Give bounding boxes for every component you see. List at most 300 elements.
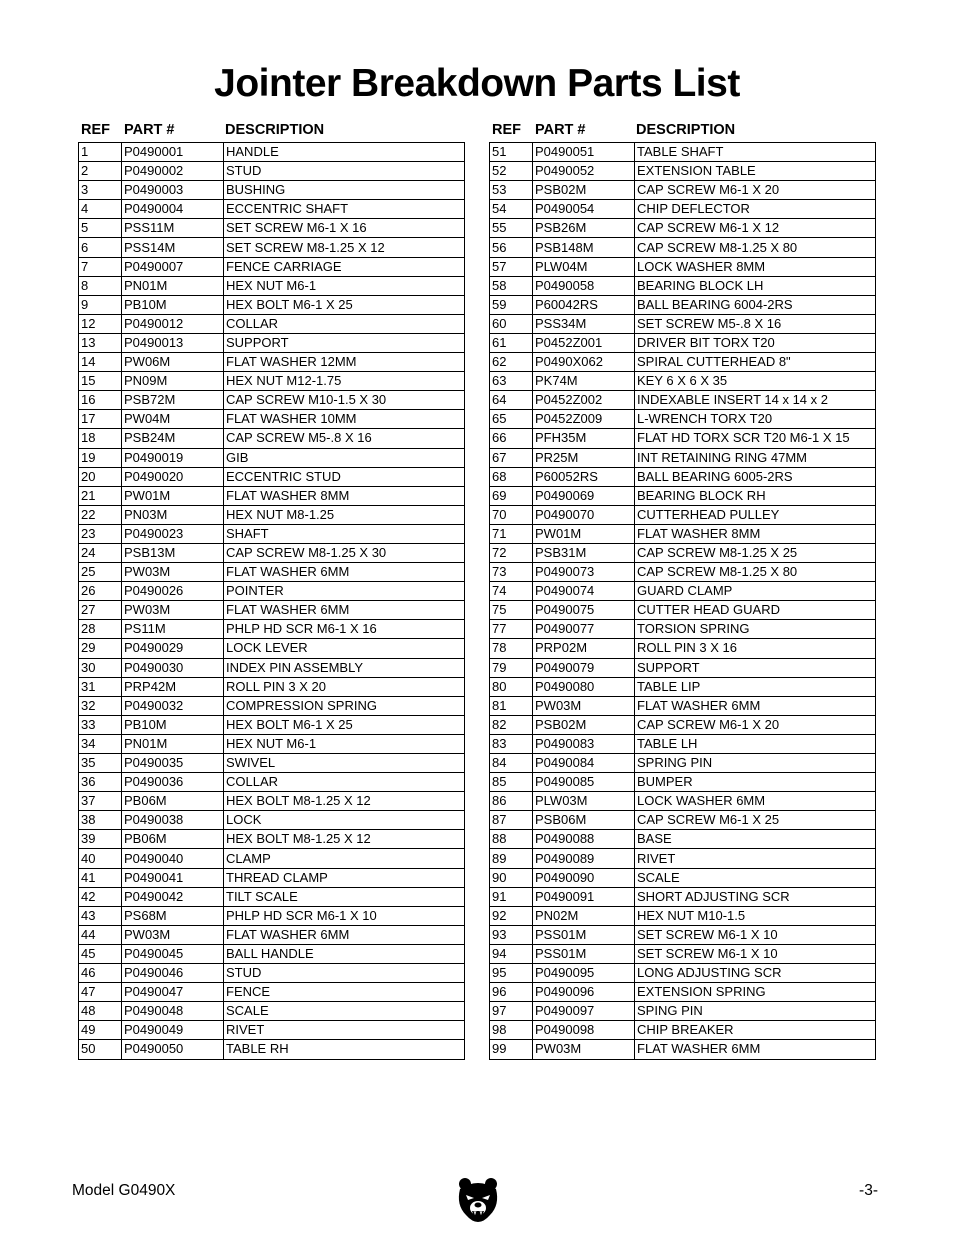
part-number-cell: P0490095 <box>533 964 635 983</box>
ref-cell: 79 <box>490 658 533 677</box>
table-row <box>490 353 876 372</box>
ref-cell: 81 <box>490 696 533 715</box>
table-row <box>79 887 465 906</box>
part-number-cell: PSB148M <box>533 238 635 257</box>
description-cell: BASE <box>635 830 876 849</box>
table-row <box>490 601 876 620</box>
ref-cell: 57 <box>490 257 533 276</box>
ref-cell: 90 <box>490 868 533 887</box>
ref-cell: 52 <box>490 162 533 181</box>
part-number-cell: P0490069 <box>533 486 635 505</box>
ref-cell: 75 <box>490 601 533 620</box>
part-number-cell: P0490020 <box>122 467 224 486</box>
header-description: DESCRIPTION <box>225 122 325 138</box>
table-row <box>79 505 465 524</box>
ref-cell: 18 <box>79 429 122 448</box>
table-row <box>490 754 876 773</box>
table-row <box>490 314 876 333</box>
ref-cell: 49 <box>79 1021 122 1040</box>
description-cell: HEX BOLT M6-1 X 25 <box>224 715 465 734</box>
ref-cell: 50 <box>79 1040 122 1059</box>
table-row <box>79 849 465 868</box>
header-ref: REF <box>81 122 110 138</box>
description-cell: TABLE LIP <box>635 677 876 696</box>
part-number-cell: P0490001 <box>122 143 224 162</box>
description-cell: FENCE CARRIAGE <box>224 257 465 276</box>
table-row <box>79 925 465 944</box>
ref-cell: 69 <box>490 486 533 505</box>
part-number-cell: PB06M <box>122 792 224 811</box>
part-number-cell: P0490096 <box>533 983 635 1002</box>
description-cell: BUMPER <box>635 773 876 792</box>
description-cell: RIVET <box>635 849 876 868</box>
description-cell: CHIP BREAKER <box>635 1021 876 1040</box>
description-cell: THREAD CLAMP <box>224 868 465 887</box>
page-number: -3- <box>859 1182 878 1199</box>
ref-cell: 58 <box>490 276 533 295</box>
ref-cell: 43 <box>79 906 122 925</box>
table-row <box>79 486 465 505</box>
table-row <box>490 792 876 811</box>
part-number-cell: P0490040 <box>122 849 224 868</box>
description-cell: COMPRESSION SPRING <box>224 696 465 715</box>
part-number-cell: P0490007 <box>122 257 224 276</box>
table-row <box>490 467 876 486</box>
description-cell: HANDLE <box>224 143 465 162</box>
part-number-cell: P0490075 <box>533 601 635 620</box>
description-cell: BEARING BLOCK LH <box>635 276 876 295</box>
ref-cell: 56 <box>490 238 533 257</box>
table-row <box>490 333 876 352</box>
part-number-cell: P0490070 <box>533 505 635 524</box>
part-number-cell: P0490029 <box>122 639 224 658</box>
table-row <box>490 410 876 429</box>
description-cell: FLAT WASHER 6MM <box>224 601 465 620</box>
ref-cell: 19 <box>79 448 122 467</box>
table-row <box>79 219 465 238</box>
part-number-cell: PSS11M <box>122 219 224 238</box>
ref-cell: 67 <box>490 448 533 467</box>
table-row <box>79 276 465 295</box>
table-row <box>490 983 876 1002</box>
table-row <box>490 639 876 658</box>
ref-cell: 64 <box>490 391 533 410</box>
ref-cell: 61 <box>490 333 533 352</box>
ref-cell: 55 <box>490 219 533 238</box>
table-row <box>79 658 465 677</box>
description-cell: FLAT WASHER 6MM <box>635 1040 876 1059</box>
ref-cell: 28 <box>79 620 122 639</box>
part-number-cell: PSS01M <box>533 944 635 963</box>
table-row <box>490 448 876 467</box>
ref-cell: 5 <box>79 219 122 238</box>
description-cell: CAP SCREW M8-1.25 X 25 <box>635 543 876 562</box>
ref-cell: 51 <box>490 143 533 162</box>
description-cell: CLAMP <box>224 849 465 868</box>
part-number-cell: P0490036 <box>122 773 224 792</box>
description-cell: SHORT ADJUSTING SCR <box>635 887 876 906</box>
ref-cell: 22 <box>79 505 122 524</box>
ref-cell: 26 <box>79 582 122 601</box>
table-row <box>490 658 876 677</box>
ref-cell: 59 <box>490 295 533 314</box>
description-cell: SUPPORT <box>635 658 876 677</box>
table-row <box>79 944 465 963</box>
description-cell: SCALE <box>635 868 876 887</box>
ref-cell: 32 <box>79 696 122 715</box>
header-part: PART # <box>535 122 586 138</box>
description-cell: CAP SCREW M6-1 X 12 <box>635 219 876 238</box>
part-number-cell: PSB13M <box>122 543 224 562</box>
part-number-cell: P0490089 <box>533 849 635 868</box>
description-cell: TABLE SHAFT <box>635 143 876 162</box>
description-cell: ROLL PIN 3 X 20 <box>224 677 465 696</box>
description-cell: FLAT WASHER 6MM <box>224 563 465 582</box>
ref-cell: 60 <box>490 314 533 333</box>
table-row <box>79 811 465 830</box>
part-number-cell: P0490041 <box>122 868 224 887</box>
ref-cell: 47 <box>79 983 122 1002</box>
ref-cell: 29 <box>79 639 122 658</box>
table-row <box>490 887 876 906</box>
description-cell: LOCK WASHER 8MM <box>635 257 876 276</box>
ref-cell: 95 <box>490 964 533 983</box>
description-cell: SET SCREW M6-1 X 16 <box>224 219 465 238</box>
header-part: PART # <box>124 122 175 138</box>
table-row <box>490 200 876 219</box>
ref-cell: 66 <box>490 429 533 448</box>
table-row <box>490 524 876 543</box>
description-cell: TABLE LH <box>635 734 876 753</box>
description-cell: POINTER <box>224 582 465 601</box>
table-row <box>490 830 876 849</box>
page-title: Jointer Breakdown Parts List <box>214 62 740 105</box>
ref-cell: 62 <box>490 353 533 372</box>
table-row <box>490 906 876 925</box>
description-cell: SPING PIN <box>635 1002 876 1021</box>
part-number-cell: P0490030 <box>122 658 224 677</box>
ref-cell: 6 <box>79 238 122 257</box>
part-number-cell: PN01M <box>122 276 224 295</box>
part-number-cell: P0490012 <box>122 314 224 333</box>
part-number-cell: P0490047 <box>122 983 224 1002</box>
ref-cell: 99 <box>490 1040 533 1059</box>
description-cell: FLAT WASHER 6MM <box>635 696 876 715</box>
ref-cell: 88 <box>490 830 533 849</box>
table-row <box>79 410 465 429</box>
part-number-cell: PSS01M <box>533 925 635 944</box>
part-number-cell: PSB31M <box>533 543 635 562</box>
description-cell: SCALE <box>224 1002 465 1021</box>
table-row <box>79 162 465 181</box>
description-cell: EXTENSION TABLE <box>635 162 876 181</box>
part-number-cell: P60052RS <box>533 467 635 486</box>
ref-cell: 33 <box>79 715 122 734</box>
description-cell: HEX BOLT M8-1.25 X 12 <box>224 792 465 811</box>
table-row <box>79 639 465 658</box>
part-number-cell: P0490077 <box>533 620 635 639</box>
description-cell: CAP SCREW M5-.8 X 16 <box>224 429 465 448</box>
part-number-cell: PSB72M <box>122 391 224 410</box>
description-cell: BUSHING <box>224 181 465 200</box>
part-number-cell: PW03M <box>122 563 224 582</box>
table-row <box>490 944 876 963</box>
table-row <box>79 448 465 467</box>
part-number-cell: P0490090 <box>533 868 635 887</box>
description-cell: CUTTER HEAD GUARD <box>635 601 876 620</box>
part-number-cell: P0490049 <box>122 1021 224 1040</box>
bear-head-logo-icon <box>456 1175 500 1223</box>
ref-cell: 71 <box>490 524 533 543</box>
description-cell: HEX NUT M6-1 <box>224 276 465 295</box>
ref-cell: 38 <box>79 811 122 830</box>
ref-cell: 70 <box>490 505 533 524</box>
parts-table-right <box>489 120 877 1060</box>
ref-cell: 20 <box>79 467 122 486</box>
table-row <box>79 467 465 486</box>
ref-cell: 92 <box>490 906 533 925</box>
part-number-cell: PW06M <box>122 353 224 372</box>
ref-cell: 44 <box>79 925 122 944</box>
ref-cell: 86 <box>490 792 533 811</box>
table-row <box>490 1040 876 1059</box>
ref-cell: 24 <box>79 543 122 562</box>
part-number-cell: PK74M <box>533 372 635 391</box>
ref-cell: 14 <box>79 353 122 372</box>
ref-cell: 96 <box>490 983 533 1002</box>
description-cell: FLAT WASHER 12MM <box>224 353 465 372</box>
part-number-cell: P0490004 <box>122 200 224 219</box>
description-cell: FLAT HD TORX SCR T20 M6-1 X 15 <box>635 429 876 448</box>
ref-cell: 1 <box>79 143 122 162</box>
part-number-cell: PW01M <box>122 486 224 505</box>
ref-cell: 35 <box>79 754 122 773</box>
table-row <box>79 524 465 543</box>
part-number-cell: PB10M <box>122 715 224 734</box>
ref-cell: 77 <box>490 620 533 639</box>
table-row <box>490 925 876 944</box>
table-row <box>490 505 876 524</box>
description-cell: SPRING PIN <box>635 754 876 773</box>
ref-cell: 97 <box>490 1002 533 1021</box>
part-number-cell: PS68M <box>122 906 224 925</box>
ref-cell: 98 <box>490 1021 533 1040</box>
part-number-cell: PW03M <box>533 1040 635 1059</box>
ref-cell: 9 <box>79 295 122 314</box>
description-cell: CAP SCREW M8-1.25 X 80 <box>635 238 876 257</box>
description-cell: INDEX PIN ASSEMBLY <box>224 658 465 677</box>
description-cell: HEX BOLT M8-1.25 X 12 <box>224 830 465 849</box>
ref-cell: 48 <box>79 1002 122 1021</box>
ref-cell: 87 <box>490 811 533 830</box>
part-number-cell: P0490050 <box>122 1040 224 1059</box>
ref-cell: 37 <box>79 792 122 811</box>
part-number-cell: P0490084 <box>533 754 635 773</box>
ref-cell: 82 <box>490 715 533 734</box>
ref-cell: 25 <box>79 563 122 582</box>
description-cell: L-WRENCH TORX T20 <box>635 410 876 429</box>
table-row <box>490 734 876 753</box>
part-number-cell: P0490035 <box>122 754 224 773</box>
table-row <box>79 830 465 849</box>
table-row <box>79 429 465 448</box>
ref-cell: 65 <box>490 410 533 429</box>
ref-cell: 31 <box>79 677 122 696</box>
part-number-cell: PRP42M <box>122 677 224 696</box>
ref-cell: 30 <box>79 658 122 677</box>
table-row <box>79 715 465 734</box>
table-row <box>490 620 876 639</box>
ref-cell: 34 <box>79 734 122 753</box>
table-row <box>490 181 876 200</box>
ref-cell: 13 <box>79 333 122 352</box>
part-number-cell: PB10M <box>122 295 224 314</box>
part-number-cell: P0490052 <box>533 162 635 181</box>
description-cell: SET SCREW M5-.8 X 16 <box>635 314 876 333</box>
table-row <box>79 773 465 792</box>
table-header <box>78 120 466 142</box>
ref-cell: 83 <box>490 734 533 753</box>
ref-cell: 3 <box>79 181 122 200</box>
description-cell: LOCK <box>224 811 465 830</box>
description-cell: CHIP DEFLECTOR <box>635 200 876 219</box>
table-header <box>489 120 877 142</box>
parts-table-left <box>78 120 466 1060</box>
part-number-cell: P0490042 <box>122 887 224 906</box>
table-row <box>490 868 876 887</box>
table-row <box>490 276 876 295</box>
part-number-cell: PW03M <box>122 925 224 944</box>
ref-cell: 21 <box>79 486 122 505</box>
description-cell: FLAT WASHER 10MM <box>224 410 465 429</box>
table-row <box>79 143 465 162</box>
table-row <box>490 391 876 410</box>
table-row <box>79 734 465 753</box>
ref-cell: 89 <box>490 849 533 868</box>
description-cell: SUPPORT <box>224 333 465 352</box>
table-row <box>79 601 465 620</box>
table-row <box>79 964 465 983</box>
description-cell: STUD <box>224 964 465 983</box>
parts-table-body <box>490 143 876 1060</box>
table-row <box>490 143 876 162</box>
table-row <box>79 677 465 696</box>
part-number-cell: P0490019 <box>122 448 224 467</box>
ref-cell: 53 <box>490 181 533 200</box>
ref-cell: 45 <box>79 944 122 963</box>
table-row <box>490 696 876 715</box>
description-cell: CAP SCREW M6-1 X 20 <box>635 181 876 200</box>
part-number-cell: PSB02M <box>533 715 635 734</box>
description-cell: KEY 6 X 6 X 35 <box>635 372 876 391</box>
part-number-cell: P0490003 <box>122 181 224 200</box>
part-number-cell: PSB06M <box>533 811 635 830</box>
header-ref: REF <box>492 122 521 138</box>
model-number: Model G0490X <box>72 1182 176 1199</box>
ref-cell: 85 <box>490 773 533 792</box>
part-number-cell: P0490048 <box>122 1002 224 1021</box>
part-number-cell: PR25M <box>533 448 635 467</box>
part-number-cell: P0490046 <box>122 964 224 983</box>
ref-cell: 73 <box>490 563 533 582</box>
description-cell: BALL BEARING 6005-2RS <box>635 467 876 486</box>
ref-cell: 23 <box>79 524 122 543</box>
description-cell: COLLAR <box>224 314 465 333</box>
part-number-cell: P0490083 <box>533 734 635 753</box>
description-cell: BEARING BLOCK RH <box>635 486 876 505</box>
table-row <box>490 811 876 830</box>
parts-table-body <box>79 143 465 1060</box>
part-number-cell: P0452Z001 <box>533 333 635 352</box>
description-cell: COLLAR <box>224 773 465 792</box>
description-cell: SWIVEL <box>224 754 465 773</box>
part-number-cell: PB06M <box>122 830 224 849</box>
table-row <box>490 849 876 868</box>
header-description: DESCRIPTION <box>636 122 736 138</box>
table-row <box>490 677 876 696</box>
description-cell: ECCENTRIC SHAFT <box>224 200 465 219</box>
table-row <box>490 1002 876 1021</box>
part-number-cell: PRP02M <box>533 639 635 658</box>
part-number-cell: PN01M <box>122 734 224 753</box>
part-number-cell: PW03M <box>122 601 224 620</box>
ref-cell: 12 <box>79 314 122 333</box>
ref-cell: 78 <box>490 639 533 658</box>
part-number-cell: PW04M <box>122 410 224 429</box>
part-number-cell: P0452Z002 <box>533 391 635 410</box>
ref-cell: 16 <box>79 391 122 410</box>
table-row <box>79 1021 465 1040</box>
part-number-cell: PS11M <box>122 620 224 639</box>
description-cell: STUD <box>224 162 465 181</box>
part-number-cell: P0490058 <box>533 276 635 295</box>
description-cell: SPIRAL CUTTERHEAD 8" <box>635 353 876 372</box>
description-cell: LONG ADJUSTING SCR <box>635 964 876 983</box>
table-row <box>490 1021 876 1040</box>
part-number-cell: PW01M <box>533 524 635 543</box>
description-cell: FENCE <box>224 983 465 1002</box>
description-cell: EXTENSION SPRING <box>635 983 876 1002</box>
description-cell: LOCK WASHER 6MM <box>635 792 876 811</box>
description-cell: GUARD CLAMP <box>635 582 876 601</box>
ref-cell: 2 <box>79 162 122 181</box>
ref-cell: 68 <box>490 467 533 486</box>
table-row <box>79 200 465 219</box>
ref-cell: 17 <box>79 410 122 429</box>
part-number-cell: P0490X062 <box>533 353 635 372</box>
table-row <box>79 372 465 391</box>
table-row <box>79 333 465 352</box>
part-number-cell: P0490088 <box>533 830 635 849</box>
table-row <box>490 543 876 562</box>
ref-cell: 27 <box>79 601 122 620</box>
part-number-cell: P0490026 <box>122 582 224 601</box>
part-number-cell: PW03M <box>533 696 635 715</box>
table-row <box>79 868 465 887</box>
table-row <box>79 314 465 333</box>
description-cell: INDEXABLE INSERT 14 x 14 x 2 <box>635 391 876 410</box>
table-row <box>79 1040 465 1059</box>
table-row <box>79 754 465 773</box>
part-number-cell: P0490002 <box>122 162 224 181</box>
table-row <box>79 257 465 276</box>
description-cell: INT RETAINING RING 47MM <box>635 448 876 467</box>
part-number-cell: PLW03M <box>533 792 635 811</box>
ref-cell: 84 <box>490 754 533 773</box>
table-row <box>490 219 876 238</box>
ref-cell: 72 <box>490 543 533 562</box>
ref-cell: 40 <box>79 849 122 868</box>
